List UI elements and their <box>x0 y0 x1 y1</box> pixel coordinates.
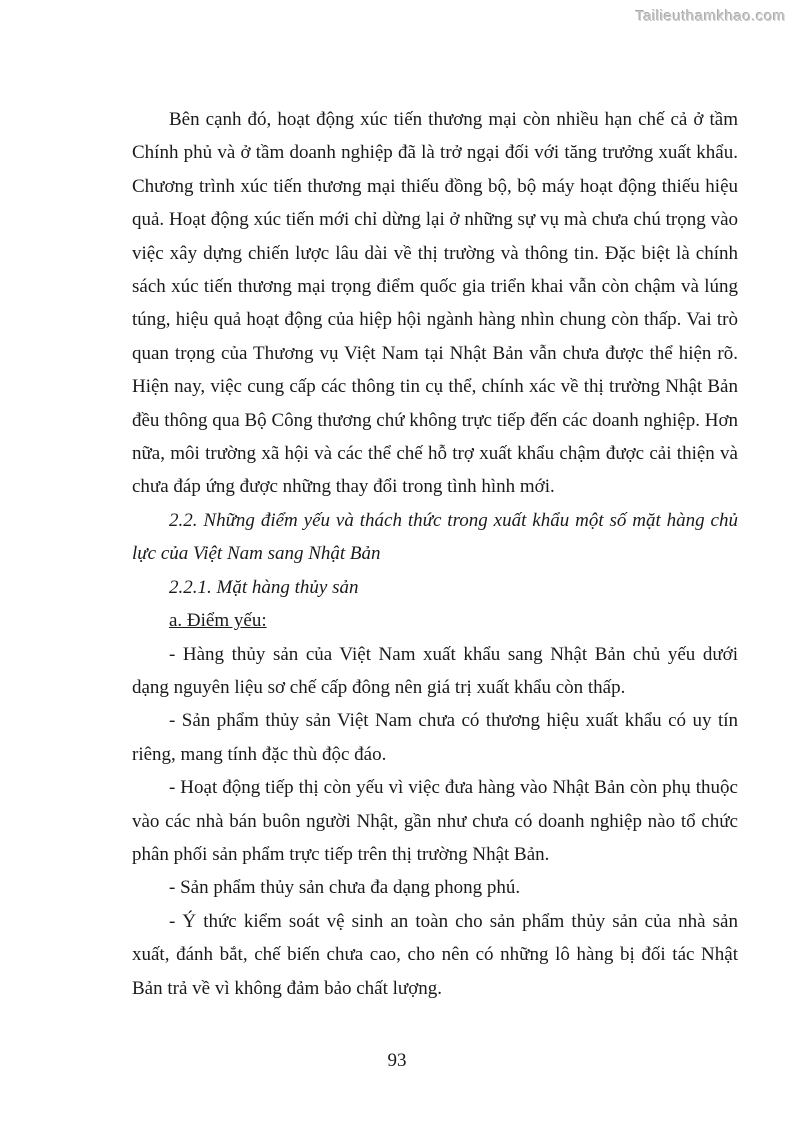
bullet-item-raw-material: - Hàng thủy sản của Việt Nam xuất khẩu sang Nhật Bản chủ yếu dưới dạng nguyên liệu sơ chế cấp đông nên giá trị xuất khẩu còn thấp. <box>132 643 738 698</box>
page-number: 93 <box>387 1050 407 1071</box>
bullet-item-marketing: - Hoạt động tiếp thị còn yếu vì việc đưa hàng vào Nhật Bản còn phụ thuộc vào các nhà bán buôn người Nhật, gần như chưa có doanh nghiệp nào tổ chức phân phối sản phẩm trực tiếp trên thị trường Nhật Bản. <box>132 777 738 865</box>
subsection-heading-2-2-1: 2.2.1. Mặt hàng thủy sản <box>169 576 359 598</box>
document-body <box>132 103 738 1005</box>
bullet-item-food-safety: - Ý thức kiểm soát vệ sinh an toàn cho sản phẩm thủy sản của nhà sản xuất, đánh bắt, chế biến chưa cao, cho nên có những lô hàng bị đối tác Nhật Bản trả về vì không đảm bảo chất lượng. <box>132 910 738 999</box>
bullet-item-diversity: - Sản phẩm thủy sản chưa đa dạng phong phú. <box>169 877 521 899</box>
subheading-weaknesses: a. Điểm yếu: <box>169 610 267 632</box>
watermark-text: Tailieuthamkhao.com <box>635 8 786 25</box>
bullet-item-brand: - Sản phẩm thủy sản Việt Nam chưa có thương hiệu xuất khẩu có uy tín riêng, mang tính đặc thù độc đáo. <box>132 710 738 765</box>
paragraph-trade-promotion: Bên cạnh đó, hoạt động xúc tiến thương mại còn nhiều hạn chế cả ở tầm Chính phủ và ở tầm doanh nghiệp đã là trở ngại đối với tăng trưởng xuất khẩu. Chương trình xúc tiến thương mại thiếu đồng bộ, bộ máy hoạt động thiếu hiệu quả. Hoạt động xúc tiến mới chỉ dừng lại ở những sự vụ mà chưa chú trọng vào việc xây dựng chiến lược lâu dài về thị trường và thông tin. Đặc biệt là chính sách xúc tiến thương mại trọng điểm quốc gia triển khai vẫn còn chậm và lúng túng, hiệu quả hoạt động của hiệp hội ngành hàng nhìn chung còn thấp. Vai trò quan trọng của Thương vụ Việt Nam tại Nhật Bản vẫn chưa được thể hiện rõ. Hiện nay, việc cung cấp các thông tin cụ thể, chính xác về thị trường Nhật Bản đều thông qua Bộ Công thương chứ không trực tiếp đến các doanh nghiệp. Hơn nữa, môi trường xã hội và các thể chế hỗ trợ xuất khẩu chậm được cải thiện và chưa đáp ứng được những thay đổi trong tình hình mới. <box>132 109 738 498</box>
section-heading-2-2: 2.2. Những điểm yếu và thách thức trong xuất khẩu một số mặt hàng chủ lực của Việt Nam sang Nhật Bản <box>132 509 738 565</box>
